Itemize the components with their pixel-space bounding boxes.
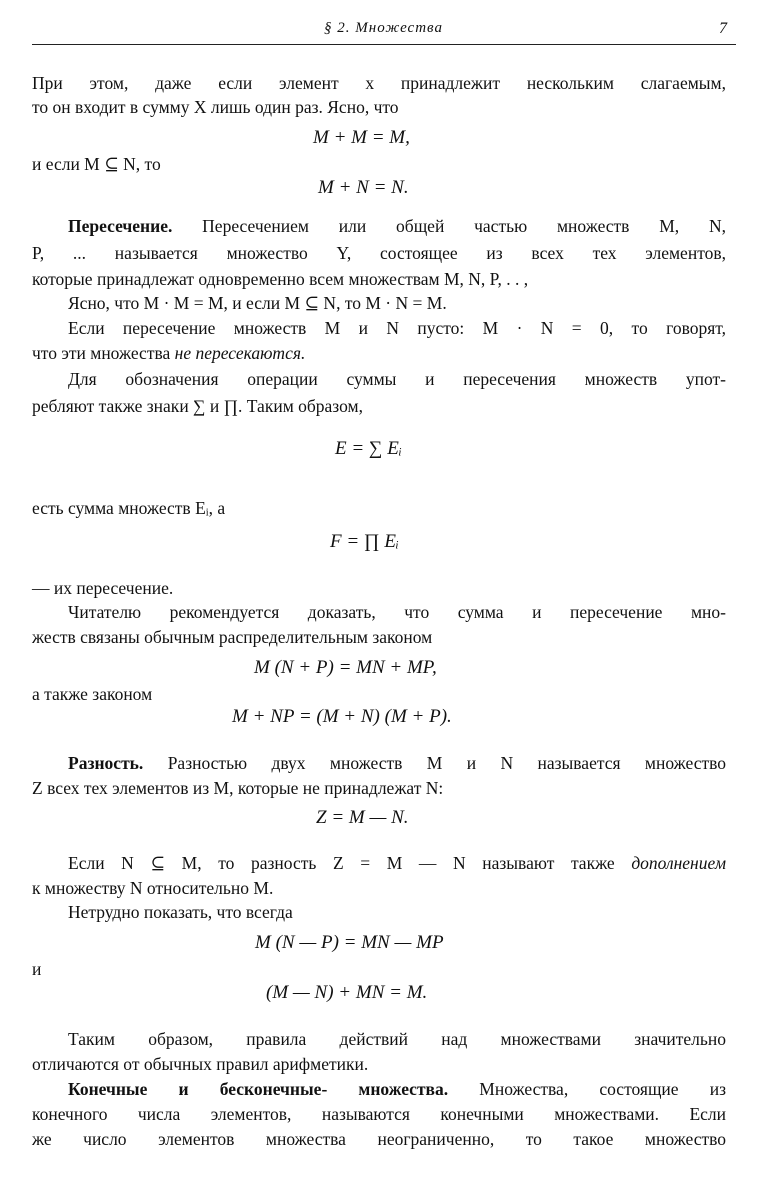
text-line: Для обозначения операции суммы и пересечения множеств упот-	[68, 369, 726, 389]
formula: M + M = M,	[313, 127, 410, 148]
text-fragment: Множества, состоящие из	[479, 1079, 727, 1099]
text-line: При этом, даже если элемент x принадлежит нескольким слагаемым,	[32, 73, 726, 93]
text-line	[68, 1078, 726, 1100]
text-line: и если M ⊆ N, то	[32, 154, 161, 174]
header-rule	[32, 44, 736, 45]
section-heading-difference: Разность.	[68, 753, 144, 773]
text-line: есть сумма множеств Eᵢ, а	[32, 498, 226, 518]
text-line	[68, 215, 726, 237]
formula: M (N + P) = MN + MP,	[254, 657, 437, 678]
text-line: Нетрудно показать, что всегда	[68, 902, 293, 922]
text-line: к множеству N относительно M.	[32, 878, 274, 898]
text-line	[68, 852, 726, 874]
running-header-title: § 2. Множества	[324, 20, 443, 36]
text-line: которые принадлежат одновременно всем множествам M, N, P, . . ,	[32, 269, 529, 289]
text-fragment: Разностью двух множеств M и N называется множество	[167, 753, 727, 773]
text-line: P, ... называется множество Y, состоящее из всех тех элементов,	[32, 243, 726, 263]
text-line: — их пересечение.	[32, 578, 174, 598]
text-fragment: что эти множества	[32, 343, 175, 363]
text-line: и	[32, 959, 42, 979]
text-line: то он входит в сумму X лишь один раз. Ясно, что	[32, 97, 399, 117]
formula: F = ∏ Eᵢ	[330, 531, 399, 552]
formula: M + NP = (M + N) (M + P).	[232, 706, 452, 727]
text-line: жеств связаны обычным распределительным законом	[32, 627, 433, 647]
text-line: Читателю рекомендуется доказать, что сумма и пересечение мно-	[68, 602, 726, 622]
text-line	[68, 752, 726, 774]
formula: Z = M — N.	[316, 807, 409, 828]
page-number: 7	[719, 20, 727, 37]
formula: M + N = N.	[318, 177, 409, 198]
emphasis: дополнением	[631, 853, 726, 873]
text-fragment: Пересечением или общей частью множеств M, N,	[202, 216, 726, 236]
text-line: Ясно, что M · M = M, и если M ⊆ N, то M · N = M.	[68, 293, 447, 313]
text-line: же число элементов множества неограниченно, то такое множество	[32, 1129, 726, 1149]
formula: (M — N) + MN = M.	[266, 982, 428, 1003]
text-line: Если пересечение множеств M и N пусто: M · N = 0, то говорят,	[68, 318, 726, 338]
text-fragment: Если N ⊆ M, то разность Z = M — N называют также	[68, 853, 632, 873]
text-line: конечного числа элементов, называются конечными множествами. Если	[32, 1104, 726, 1124]
text-line: Z всех тех элементов из M, которые не принадлежат N:	[32, 778, 444, 798]
section-heading-intersection: Пересечение.	[68, 216, 173, 236]
text-line: отличаются от обычных правил арифметики.	[32, 1054, 369, 1074]
text-line	[32, 342, 305, 364]
emphasis: не пересекаются.	[174, 343, 306, 363]
formula: M (N — P) = MN — MP	[255, 932, 444, 953]
text-line: Таким образом, правила действий над множествами значительно	[68, 1029, 726, 1049]
text-line: ребляют также знаки ∑ и ∏. Таким образом,	[32, 396, 363, 416]
text-line: а также законом	[32, 684, 153, 704]
formula: E = ∑ Eᵢ	[335, 438, 402, 459]
section-heading-finite-infinite: Конечные и бесконечные- множества.	[68, 1079, 449, 1099]
